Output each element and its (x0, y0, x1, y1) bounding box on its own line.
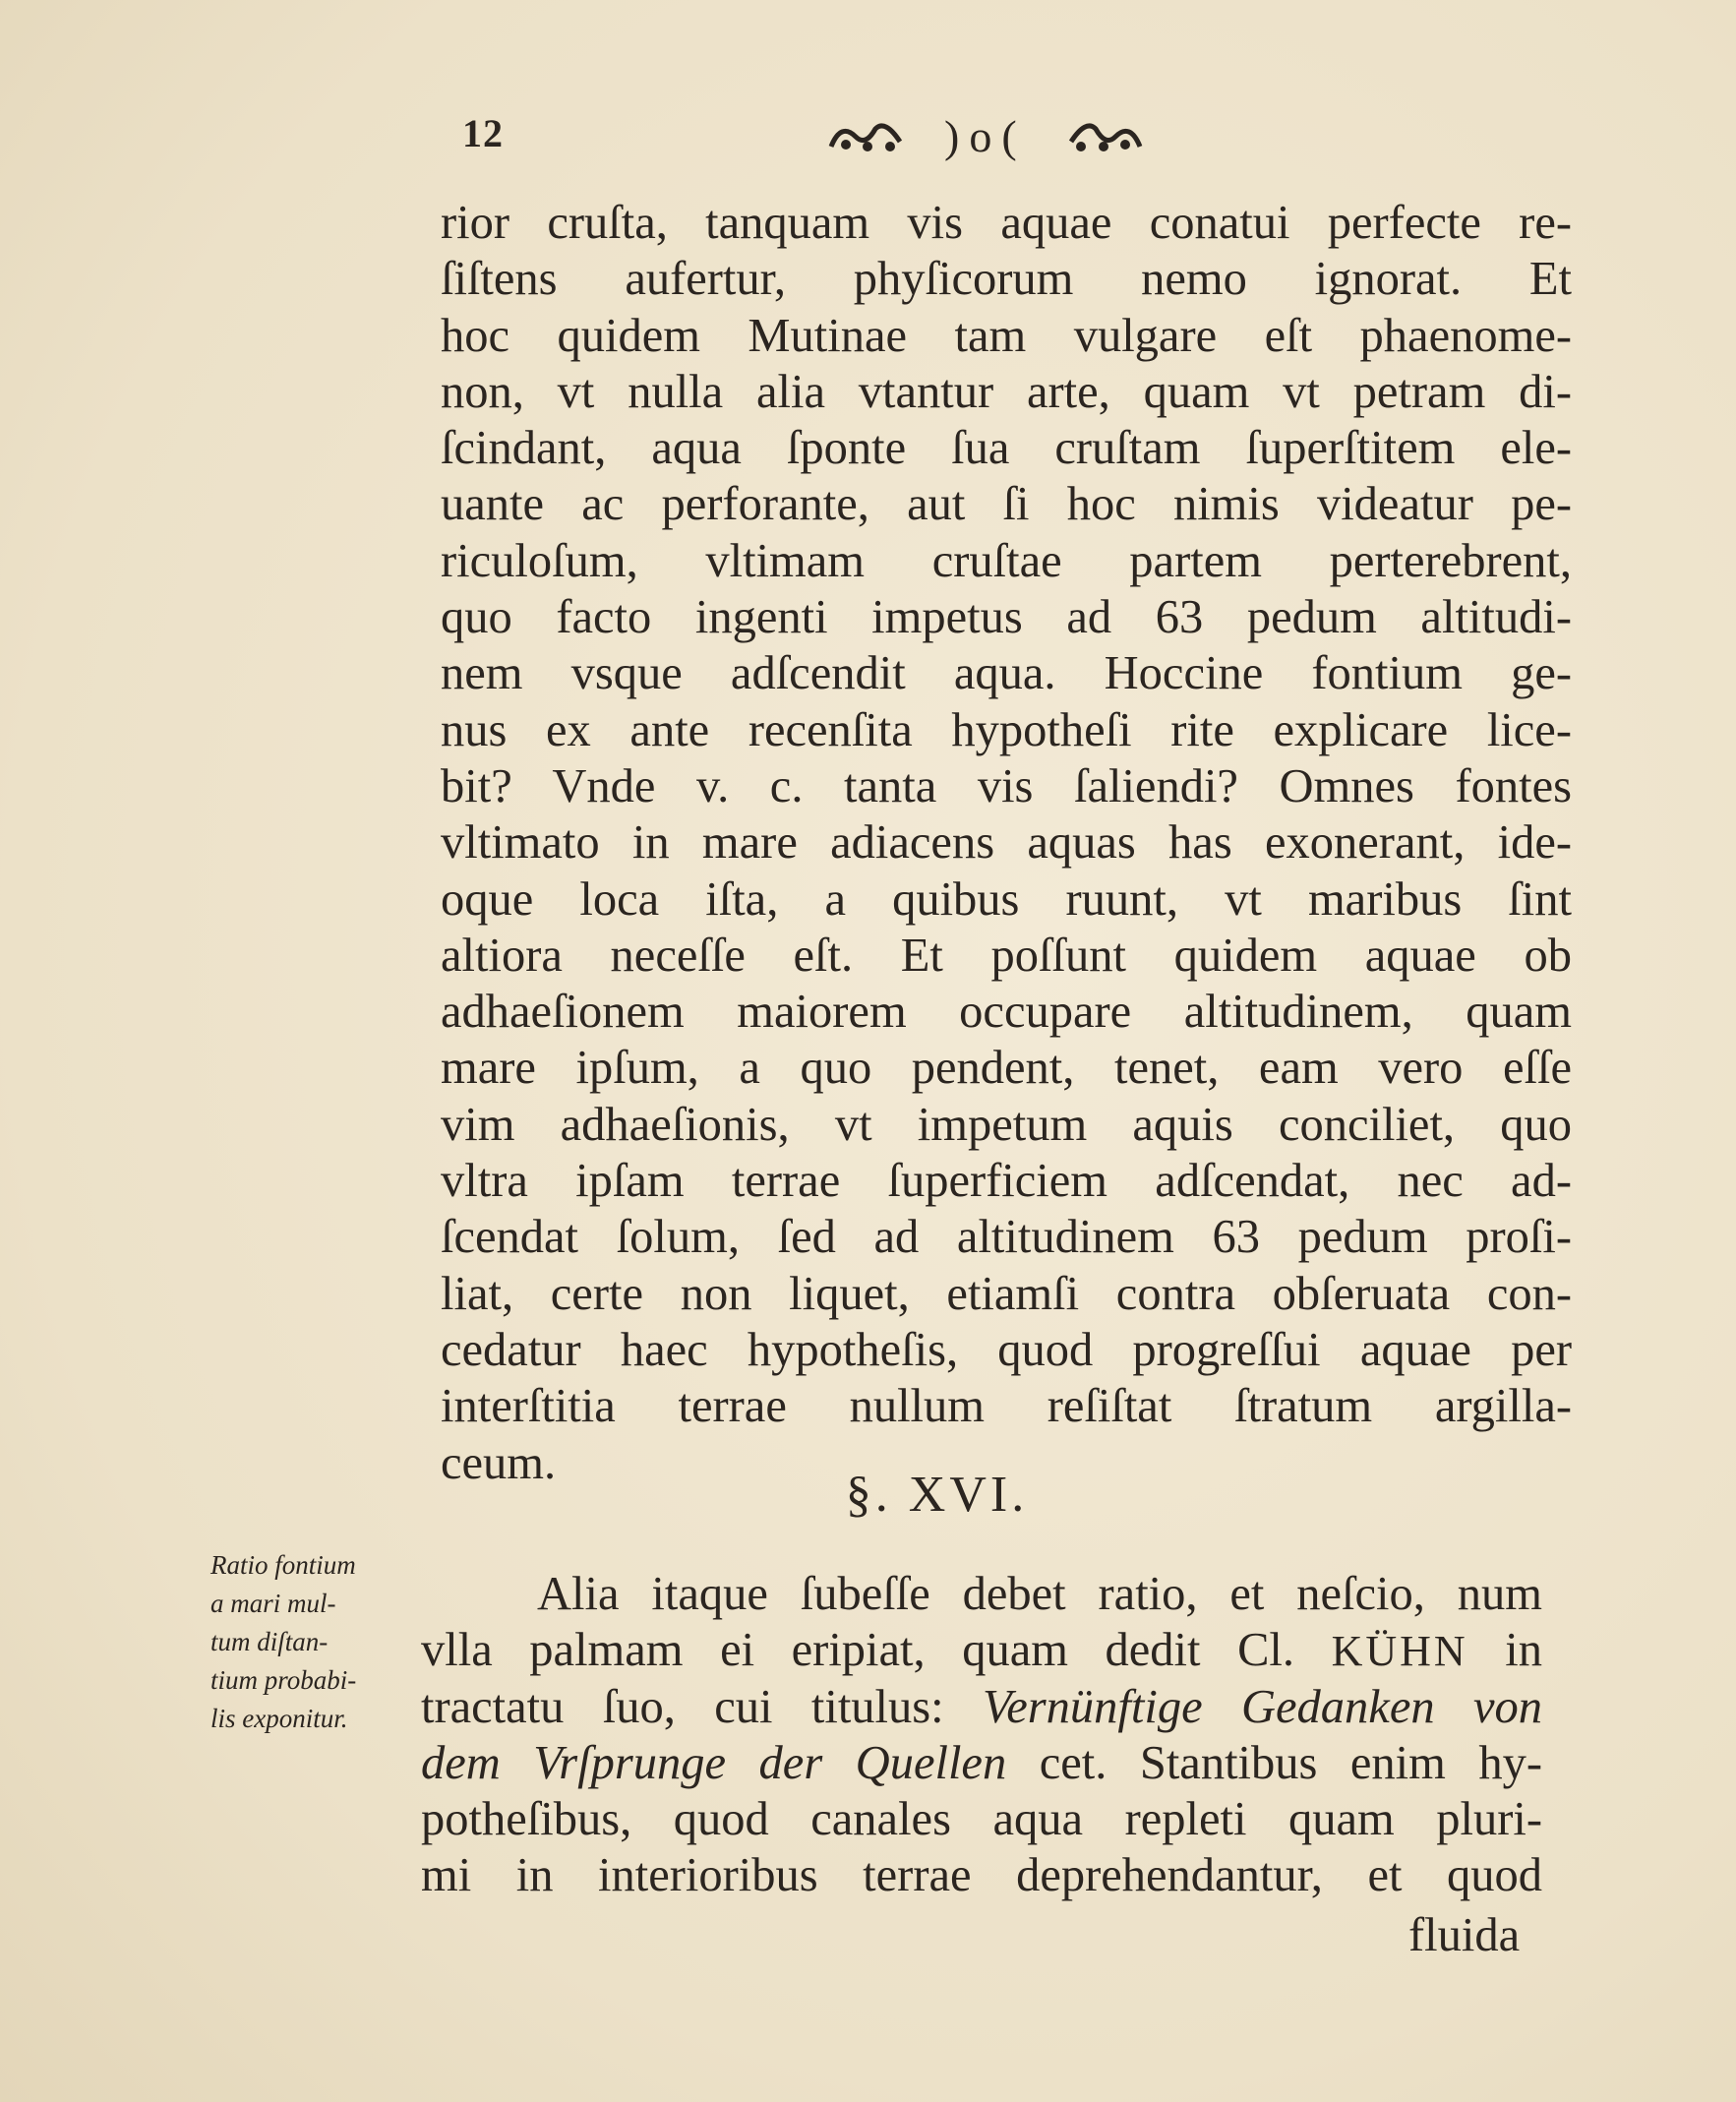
text-line: cedatur haec hypotheſis, quod progreſſui aquae per (441, 1323, 1572, 1376)
text-line: vltimato in mare adiacens aquas has exonerant, ide- (441, 816, 1572, 870)
text-line: vltra ipſam terrae ſuperficiem adſcendat, nec ad- (441, 1155, 1572, 1208)
body-paragraph (441, 195, 1572, 1491)
text-line (421, 1679, 1542, 1735)
ornament-center-text: )o( (944, 111, 1027, 161)
marginal-note-line: Ratio fontium (210, 1550, 356, 1580)
text-line: quo facto ingenti impetus ad 63 pedum altitudi- (441, 591, 1572, 644)
text-line: Alia itaque ſubeſſe debet ratio, et neſcio, num (537, 1568, 1542, 1620)
text-line: bit? Vnde v. c. tanta vis ſaliendi? Omnes fontes (441, 759, 1572, 812)
text-line: mi in interioribus terrae deprehendantur, et quod (421, 1849, 1542, 1902)
section-paragraph (421, 1566, 1542, 1904)
text-line: oque loca iſta, a quibus ruunt, vt maribus ſint (441, 872, 1572, 926)
text-line (421, 1622, 1542, 1678)
text-line: hoc quidem Mutinae tam vulgare eſt phaenome- (441, 309, 1572, 362)
marginal-note-line: lis exponitur. (210, 1704, 348, 1733)
page-number: 12 (462, 111, 504, 155)
text-line: mare ipſum, a quo pendent, tenet, eam vero eſſe (441, 1042, 1572, 1095)
text-line: ſcindant, aqua ſponte ſua cruſtam ſuperſtitem ele- (441, 422, 1572, 475)
text-line: ceum. (441, 1436, 557, 1489)
book-title-italic: dem Vrſprunge der Quellen (421, 1736, 1007, 1789)
marginal-note (210, 1546, 437, 1738)
author-name: KÜHN (1331, 1627, 1468, 1676)
text-line: riculoſum, vltimam cruſtae partem perterebrent, (441, 534, 1572, 587)
text-span: in (1505, 1624, 1542, 1677)
text-span: tractatu ſuo, cui titulus: (421, 1680, 944, 1733)
text-line: non, vt nulla alia vtantur arte, quam vt petram di- (441, 365, 1572, 418)
page-header (0, 110, 1736, 169)
text-line: vim adhaeſionis, vt impetum aquis conciliet, quo (441, 1098, 1572, 1151)
marginal-note-line: tum diſtan- (210, 1627, 329, 1656)
text-line: ſcendat ſolum, ſed ad altitudinem 63 pedum proſi- (441, 1211, 1572, 1264)
marginal-note-line: tium probabi- (210, 1665, 357, 1695)
text-line: nem vsque adſcendit aqua. Hoccine fontium ge- (441, 647, 1572, 700)
text-line (421, 1735, 1542, 1791)
text-line: nus ex ante recenſita hypotheſi rite explicare lice- (441, 703, 1572, 756)
text-line: liat, certe non liquet, etiamſi contra obſeruata con- (441, 1267, 1572, 1320)
floral-ornament-left-icon (826, 117, 905, 156)
text-line: potheſibus, quod canales aqua repleti quam pluri- (421, 1793, 1542, 1846)
text-line: ſiſtens aufertur, phyſicorum nemo ignorat. Et (441, 253, 1572, 306)
catchword: fluida (1408, 1909, 1521, 1961)
marginal-note-line: a mari mul- (210, 1589, 336, 1618)
book-title-italic: Vernünftige Gedanken von (983, 1680, 1542, 1733)
text-line: uante ac perforante, aut ſi hoc nimis videatur pe- (441, 478, 1572, 531)
text-line: altiora neceſſe eſt. Et poſſunt quidem aquae ob (441, 929, 1572, 982)
text-line: interſtitia terrae nullum reſiſtat ſtratum argilla- (441, 1380, 1572, 1433)
section-heading: §. XVI. (845, 1467, 1029, 1523)
header-ornament (826, 110, 1145, 162)
text-line: adhaeſionem maiorem occupare altitudinem, quam (441, 986, 1572, 1039)
text-span: vlla palmam ei eripiat, quam dedit Cl. (421, 1624, 1295, 1677)
floral-ornament-right-icon (1066, 117, 1145, 156)
text-line: rior cruſta, tanquam vis aquae conatui perfecte re- (441, 197, 1572, 249)
text-span: cet. Stantibus enim hy- (1039, 1736, 1542, 1789)
